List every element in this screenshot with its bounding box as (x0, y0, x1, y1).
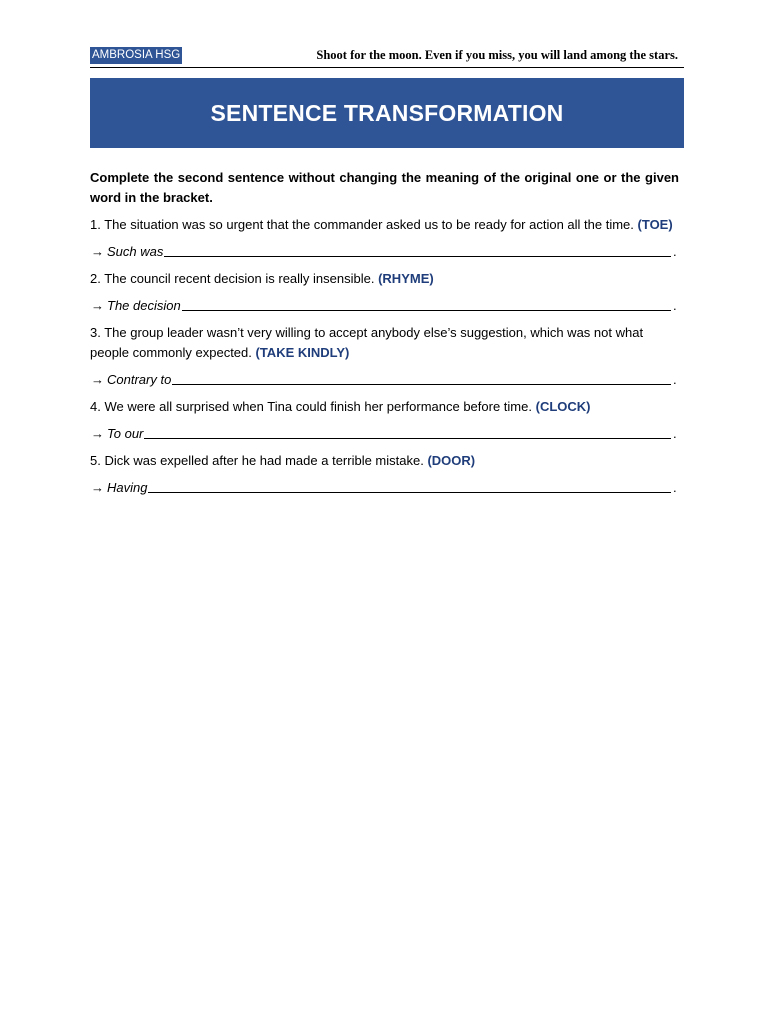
question-2 (90, 269, 679, 289)
question-4 (90, 397, 679, 417)
answer-lead: To our (107, 426, 144, 441)
keyword-label: (RHYME) (378, 271, 434, 286)
brand-label: AMBROSIA HSG (90, 47, 182, 64)
answer-period: . (673, 372, 677, 387)
question-1 (90, 215, 679, 235)
arrow-icon: → (91, 480, 104, 495)
answer-lead: Having (107, 480, 148, 495)
answer-line-2 (90, 296, 679, 316)
keyword-label: (TAKE KINDLY) (255, 345, 350, 360)
page-title: SENTENCE TRANSFORMATION (210, 99, 564, 126)
answer-period: . (673, 426, 677, 441)
answer-blank[interactable] (148, 479, 671, 493)
answer-blank[interactable] (172, 371, 671, 385)
question-text: 1. The situation was so urgent that the commander asked us to be ready for action all the time. (90, 217, 634, 232)
keyword-label: (CLOCK) (535, 399, 591, 414)
answer-period: . (673, 298, 677, 313)
page-header (90, 47, 684, 68)
answer-lead: Such was (107, 244, 164, 259)
answer-line-1 (90, 242, 679, 262)
keyword-label: (TOE) (637, 217, 673, 232)
answer-lead: The decision (107, 298, 181, 313)
question-text: 2. The council recent decision is really insensible. (90, 271, 375, 286)
answer-period: . (673, 480, 677, 495)
question-text: 4. We were all surprised when Tina could finish her performance before time. (90, 399, 532, 414)
arrow-icon: → (91, 244, 104, 259)
keyword-label: (DOOR) (427, 453, 476, 468)
worksheet-body (90, 168, 679, 505)
arrow-icon: → (91, 372, 104, 387)
answer-period: . (673, 244, 677, 259)
answer-line-5 (90, 478, 679, 498)
question-text: 3. The group leader wasn’t very willing to accept anybody else’s suggestion, which was not what people commonly expected. (90, 325, 644, 360)
question-text: 5. Dick was expelled after he had made a terrible mistake. (90, 453, 424, 468)
arrow-icon: → (91, 298, 104, 313)
answer-lead: Contrary to (107, 372, 172, 387)
question-3 (90, 323, 679, 363)
arrow-icon: → (91, 426, 104, 441)
title-banner (90, 78, 684, 148)
answer-blank[interactable] (144, 425, 671, 439)
question-5 (90, 451, 679, 471)
answer-blank[interactable] (182, 297, 671, 311)
answer-blank[interactable] (164, 243, 671, 257)
answer-line-3 (90, 370, 679, 390)
answer-line-4 (90, 424, 679, 444)
header-motto: Shoot for the moon. Even if you miss, you will land among the stars. (316, 48, 678, 62)
instruction-text: Complete the second sentence without changing the meaning of the original one or the given word in the bracket. (90, 170, 679, 205)
